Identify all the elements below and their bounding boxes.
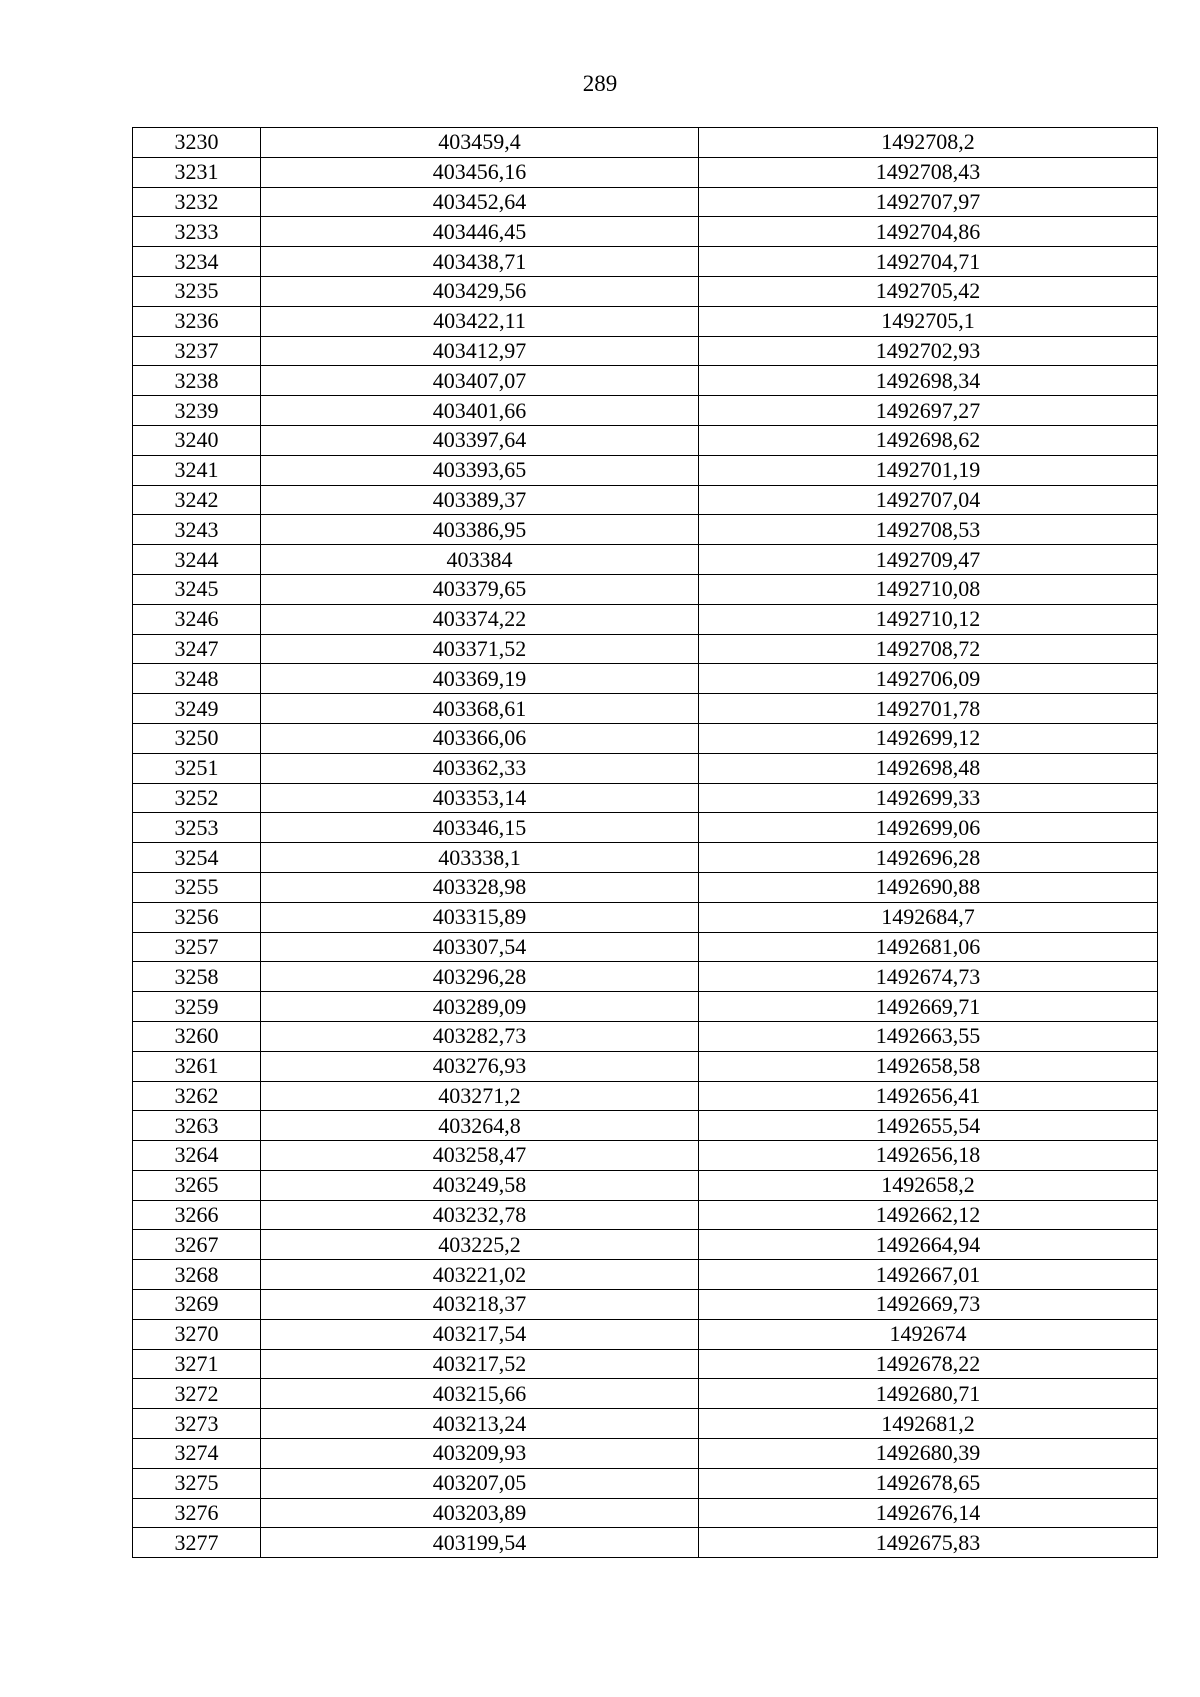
x-coordinate-cell: 403407,07: [261, 366, 699, 396]
point-number-cell: 3274: [133, 1439, 261, 1469]
x-coordinate-cell: 403328,98: [261, 872, 699, 902]
table-row: [133, 1111, 1158, 1141]
y-coordinate-cell: 1492656,18: [699, 1141, 1158, 1171]
table-row: [133, 276, 1158, 306]
point-number-cell: 3244: [133, 545, 261, 575]
table-row: [133, 932, 1158, 962]
y-coordinate-cell: 1492698,34: [699, 366, 1158, 396]
y-coordinate-cell: 1492707,97: [699, 187, 1158, 217]
x-coordinate-cell: 403389,37: [261, 485, 699, 515]
point-number-cell: 3259: [133, 992, 261, 1022]
x-coordinate-cell: 403374,22: [261, 604, 699, 634]
x-coordinate-cell: 403217,52: [261, 1349, 699, 1379]
x-coordinate-cell: 403225,2: [261, 1230, 699, 1260]
table-row: [133, 1319, 1158, 1349]
x-coordinate-cell: 403452,64: [261, 187, 699, 217]
x-coordinate-cell: 403199,54: [261, 1528, 699, 1558]
point-number-cell: 3234: [133, 247, 261, 277]
point-number-cell: 3277: [133, 1528, 261, 1558]
y-coordinate-cell: 1492664,94: [699, 1230, 1158, 1260]
point-number-cell: 3252: [133, 783, 261, 813]
y-coordinate-cell: 1492698,62: [699, 425, 1158, 455]
y-coordinate-cell: 1492708,53: [699, 515, 1158, 545]
x-coordinate-cell: 403438,71: [261, 247, 699, 277]
y-coordinate-cell: 1492667,01: [699, 1260, 1158, 1290]
y-coordinate-cell: 1492662,12: [699, 1200, 1158, 1230]
point-number-cell: 3271: [133, 1349, 261, 1379]
y-coordinate-cell: 1492704,71: [699, 247, 1158, 277]
x-coordinate-cell: 403217,54: [261, 1319, 699, 1349]
y-coordinate-cell: 1492704,86: [699, 217, 1158, 247]
point-number-cell: 3251: [133, 753, 261, 783]
x-coordinate-cell: 403276,93: [261, 1051, 699, 1081]
table-row: [133, 1230, 1158, 1260]
table-row: [133, 723, 1158, 753]
y-coordinate-cell: 1492709,47: [699, 545, 1158, 575]
y-coordinate-cell: 1492696,28: [699, 843, 1158, 873]
x-coordinate-cell: 403401,66: [261, 396, 699, 426]
table-row: [133, 455, 1158, 485]
table-row: [133, 783, 1158, 813]
point-number-cell: 3254: [133, 843, 261, 873]
point-number-cell: 3258: [133, 962, 261, 992]
table-row: [133, 306, 1158, 336]
y-coordinate-cell: 1492680,39: [699, 1439, 1158, 1469]
point-number-cell: 3243: [133, 515, 261, 545]
point-number-cell: 3248: [133, 664, 261, 694]
point-number-cell: 3267: [133, 1230, 261, 1260]
x-coordinate-cell: 403218,37: [261, 1290, 699, 1320]
x-coordinate-cell: 403456,16: [261, 157, 699, 187]
y-coordinate-cell: 1492655,54: [699, 1111, 1158, 1141]
y-coordinate-cell: 1492669,73: [699, 1290, 1158, 1320]
point-number-cell: 3265: [133, 1170, 261, 1200]
x-coordinate-cell: 403422,11: [261, 306, 699, 336]
x-coordinate-cell: 403249,58: [261, 1170, 699, 1200]
point-number-cell: 3269: [133, 1290, 261, 1320]
point-number-cell: 3261: [133, 1051, 261, 1081]
table-row: [133, 1021, 1158, 1051]
table-row: [133, 247, 1158, 277]
table-row: [133, 843, 1158, 873]
table-row: [133, 1528, 1158, 1558]
y-coordinate-cell: 1492708,43: [699, 157, 1158, 187]
point-number-cell: 3231: [133, 157, 261, 187]
x-coordinate-cell: 403282,73: [261, 1021, 699, 1051]
table-row: [133, 1498, 1158, 1528]
page-number: 289: [582, 71, 618, 96]
x-coordinate-cell: 403393,65: [261, 455, 699, 485]
point-number-cell: 3255: [133, 872, 261, 902]
point-number-cell: 3266: [133, 1200, 261, 1230]
point-number-cell: 3262: [133, 1081, 261, 1111]
point-number-cell: 3242: [133, 485, 261, 515]
y-coordinate-cell: 1492658,2: [699, 1170, 1158, 1200]
table-row: [133, 336, 1158, 366]
y-coordinate-cell: 1492681,2: [699, 1409, 1158, 1439]
x-coordinate-cell: 403296,28: [261, 962, 699, 992]
point-number-cell: 3232: [133, 187, 261, 217]
x-coordinate-cell: 403207,05: [261, 1468, 699, 1498]
table-row: [133, 485, 1158, 515]
y-coordinate-cell: 1492681,06: [699, 932, 1158, 962]
x-coordinate-cell: 403379,65: [261, 574, 699, 604]
table-row: [133, 1379, 1158, 1409]
table-row: [133, 1290, 1158, 1320]
x-coordinate-cell: 403384: [261, 545, 699, 575]
y-coordinate-cell: 1492699,06: [699, 813, 1158, 843]
table-row: [133, 992, 1158, 1022]
x-coordinate-cell: 403213,24: [261, 1409, 699, 1439]
point-number-cell: 3239: [133, 396, 261, 426]
point-number-cell: 3250: [133, 723, 261, 753]
point-number-cell: 3246: [133, 604, 261, 634]
table-row: [133, 157, 1158, 187]
y-coordinate-cell: 1492702,93: [699, 336, 1158, 366]
table-row: [133, 574, 1158, 604]
x-coordinate-cell: 403371,52: [261, 634, 699, 664]
y-coordinate-cell: 1492678,22: [699, 1349, 1158, 1379]
y-coordinate-cell: 1492680,71: [699, 1379, 1158, 1409]
y-coordinate-cell: 1492698,48: [699, 753, 1158, 783]
point-number-cell: 3257: [133, 932, 261, 962]
coordinates-table: [132, 127, 1158, 1558]
x-coordinate-cell: 403397,64: [261, 425, 699, 455]
x-coordinate-cell: 403429,56: [261, 276, 699, 306]
x-coordinate-cell: 403264,8: [261, 1111, 699, 1141]
table-row: [133, 753, 1158, 783]
point-number-cell: 3235: [133, 276, 261, 306]
table-row: [133, 1468, 1158, 1498]
point-number-cell: 3245: [133, 574, 261, 604]
table-row: [133, 396, 1158, 426]
y-coordinate-cell: 1492699,33: [699, 783, 1158, 813]
x-coordinate-cell: 403258,47: [261, 1141, 699, 1171]
y-coordinate-cell: 1492678,65: [699, 1468, 1158, 1498]
point-number-cell: 3263: [133, 1111, 261, 1141]
table-row: [133, 366, 1158, 396]
y-coordinate-cell: 1492663,55: [699, 1021, 1158, 1051]
point-number-cell: 3256: [133, 902, 261, 932]
table-row: [133, 1051, 1158, 1081]
table-row: [133, 1349, 1158, 1379]
point-number-cell: 3240: [133, 425, 261, 455]
table-row: [133, 1081, 1158, 1111]
point-number-cell: 3233: [133, 217, 261, 247]
y-coordinate-cell: 1492705,1: [699, 306, 1158, 336]
y-coordinate-cell: 1492676,14: [699, 1498, 1158, 1528]
x-coordinate-cell: 403232,78: [261, 1200, 699, 1230]
table-row: [133, 694, 1158, 724]
x-coordinate-cell: 403412,97: [261, 336, 699, 366]
table-row: [133, 217, 1158, 247]
x-coordinate-cell: 403362,33: [261, 753, 699, 783]
table-row: [133, 545, 1158, 575]
table-row: [133, 1439, 1158, 1469]
y-coordinate-cell: 1492710,12: [699, 604, 1158, 634]
x-coordinate-cell: 403353,14: [261, 783, 699, 813]
point-number-cell: 3268: [133, 1260, 261, 1290]
x-coordinate-cell: 403209,93: [261, 1439, 699, 1469]
y-coordinate-cell: 1492658,58: [699, 1051, 1158, 1081]
y-coordinate-cell: 1492708,72: [699, 634, 1158, 664]
x-coordinate-cell: 403366,06: [261, 723, 699, 753]
coordinates-table-body: [133, 128, 1158, 1558]
y-coordinate-cell: 1492701,78: [699, 694, 1158, 724]
point-number-cell: 3275: [133, 1468, 261, 1498]
x-coordinate-cell: 403221,02: [261, 1260, 699, 1290]
table-row: [133, 1141, 1158, 1171]
y-coordinate-cell: 1492690,88: [699, 872, 1158, 902]
x-coordinate-cell: 403368,61: [261, 694, 699, 724]
table-row: [133, 604, 1158, 634]
x-coordinate-cell: 403459,4: [261, 128, 699, 158]
table-row: [133, 1200, 1158, 1230]
point-number-cell: 3241: [133, 455, 261, 485]
table-row: [133, 1170, 1158, 1200]
y-coordinate-cell: 1492710,08: [699, 574, 1158, 604]
point-number-cell: 3237: [133, 336, 261, 366]
y-coordinate-cell: 1492669,71: [699, 992, 1158, 1022]
table-row: [133, 664, 1158, 694]
y-coordinate-cell: 1492701,19: [699, 455, 1158, 485]
point-number-cell: 3260: [133, 1021, 261, 1051]
y-coordinate-cell: 1492705,42: [699, 276, 1158, 306]
table-row: [133, 515, 1158, 545]
x-coordinate-cell: 403289,09: [261, 992, 699, 1022]
point-number-cell: 3270: [133, 1319, 261, 1349]
x-coordinate-cell: 403346,15: [261, 813, 699, 843]
y-coordinate-cell: 1492656,41: [699, 1081, 1158, 1111]
x-coordinate-cell: 403369,19: [261, 664, 699, 694]
y-coordinate-cell: 1492697,27: [699, 396, 1158, 426]
y-coordinate-cell: 1492707,04: [699, 485, 1158, 515]
y-coordinate-cell: 1492699,12: [699, 723, 1158, 753]
table-row: [133, 187, 1158, 217]
x-coordinate-cell: 403315,89: [261, 902, 699, 932]
y-coordinate-cell: 1492674,73: [699, 962, 1158, 992]
table-row: [133, 128, 1158, 158]
y-coordinate-cell: 1492674: [699, 1319, 1158, 1349]
table-row: [133, 902, 1158, 932]
table-row: [133, 813, 1158, 843]
x-coordinate-cell: 403386,95: [261, 515, 699, 545]
x-coordinate-cell: 403446,45: [261, 217, 699, 247]
table-row: [133, 425, 1158, 455]
x-coordinate-cell: 403307,54: [261, 932, 699, 962]
table-row: [133, 962, 1158, 992]
y-coordinate-cell: 1492708,2: [699, 128, 1158, 158]
y-coordinate-cell: 1492706,09: [699, 664, 1158, 694]
x-coordinate-cell: 403215,66: [261, 1379, 699, 1409]
x-coordinate-cell: 403203,89: [261, 1498, 699, 1528]
point-number-cell: 3236: [133, 306, 261, 336]
table-row: [133, 634, 1158, 664]
point-number-cell: 3264: [133, 1141, 261, 1171]
point-number-cell: 3247: [133, 634, 261, 664]
table-row: [133, 1260, 1158, 1290]
x-coordinate-cell: 403271,2: [261, 1081, 699, 1111]
point-number-cell: 3273: [133, 1409, 261, 1439]
point-number-cell: 3238: [133, 366, 261, 396]
point-number-cell: 3249: [133, 694, 261, 724]
y-coordinate-cell: 1492675,83: [699, 1528, 1158, 1558]
table-row: [133, 1409, 1158, 1439]
point-number-cell: 3253: [133, 813, 261, 843]
point-number-cell: 3276: [133, 1498, 261, 1528]
x-coordinate-cell: 403338,1: [261, 843, 699, 873]
y-coordinate-cell: 1492684,7: [699, 902, 1158, 932]
point-number-cell: 3272: [133, 1379, 261, 1409]
point-number-cell: 3230: [133, 128, 261, 158]
table-row: [133, 872, 1158, 902]
